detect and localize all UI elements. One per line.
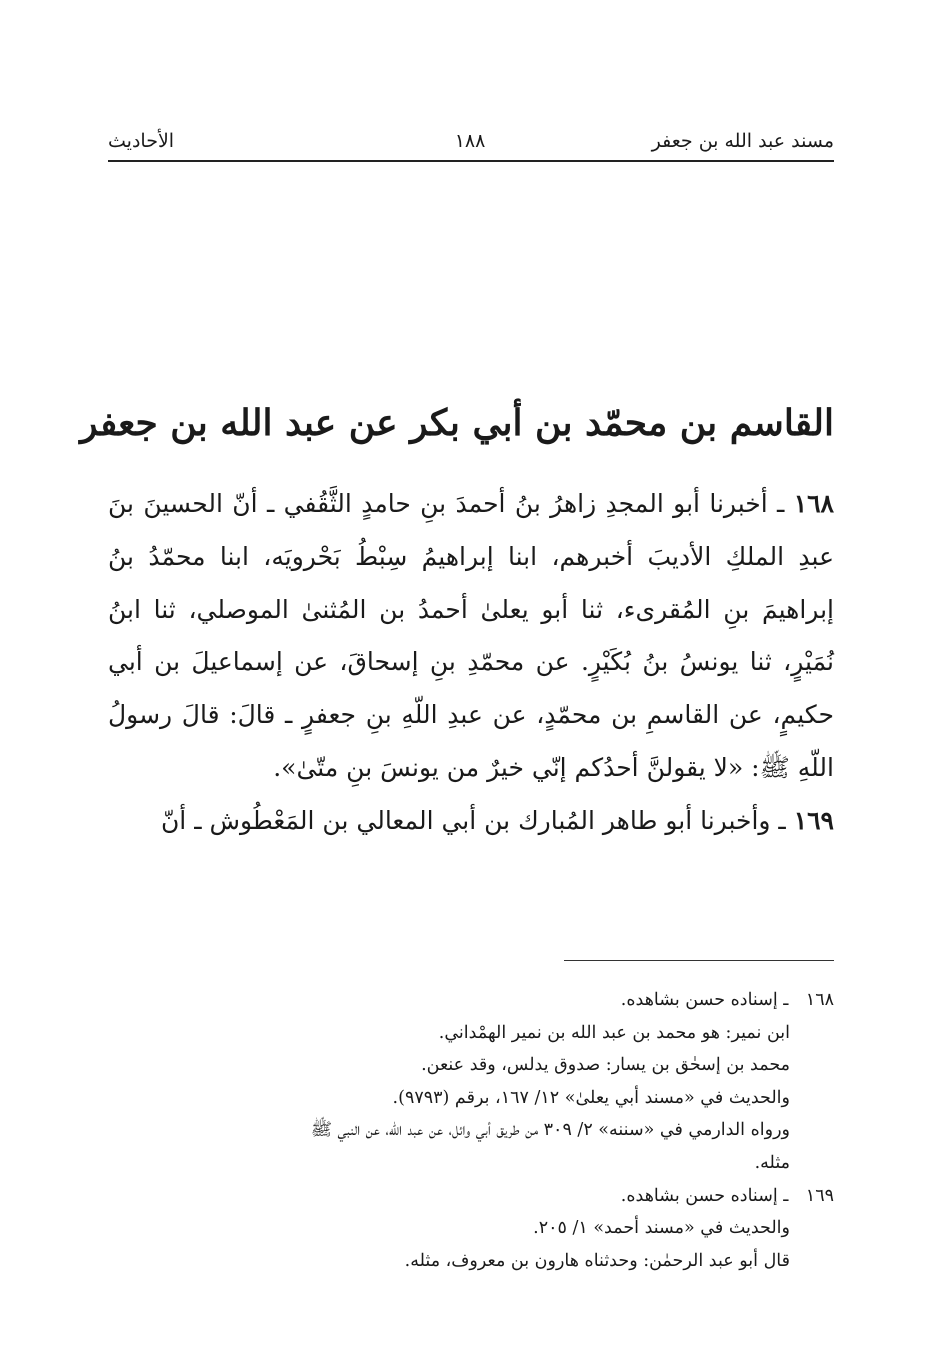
footnote-line: والحديث في «مسند أحمد» ١/ ٢٠٥. (533, 1218, 790, 1239)
footnote-line: ورواه الدارمي في «سننه» ٢/ ٣٠٩ من طريق أبي وائل، عن عبد الله، عن النبي ﷺ (310, 1120, 790, 1141)
hadith-number: ١٦٨ (793, 489, 834, 518)
hadith-text: ـ أخبرنا أبو المجدِ زاهرُ بنُ أحمدَ بنِ حامدٍ الثَّقُفي ـ أنّ الحسينَ بنَ عبدِ الملكِ الأديبَ أخبرهم، ابنا إبراهيمُ سِبْطُ بَحْرويَه، ابنا محمّدُ بنُ إبراهيمَ بنِ المُقرىء، ثنا أبو يعلىٰ أحمدُ بن المُثنىٰ الموصلي، ثنا ابنُ نُمَيْرٍ، ثنا يونسُ بنُ بُكَيْرٍ. عن محمّدِ بنِ إسحاقَ، عن إسماعيلَ بن أبي حكيمٍ، عن القاسمِ بن محمّدٍ، عن عبدِ اللّهِ بنِ جعفرٍ ـ قالَ: قالَ رسولُ اللّهِ ﷺ: «لا يقولنَّ أحدُكم إنّي خيرٌ من يونسَ بنِ متّىٰ». (108, 489, 834, 782)
footnote-line: والحديث في «مسند أبي يعلىٰ» ١٢/ ١٦٧، برقم (٩٧٩٣). (392, 1087, 790, 1108)
running-header-section: الأحاديث (108, 130, 175, 152)
hadith-168 (108, 478, 834, 795)
footnote-line: مثله. (754, 1152, 790, 1173)
footnote-line: ابن نمير: هو محمد بن عبد الله بن نمير الهمْداني. (438, 1022, 790, 1043)
hadith-number: ١٦٩ (793, 805, 834, 835)
footnote-line: ١٦٩ ـ إسناده حسن بشاهده. (108, 1180, 834, 1213)
main-text (108, 478, 834, 848)
footnotes (108, 984, 834, 1277)
footnote-line: ١٦٨ ـ إسناده حسن بشاهده. (108, 984, 834, 1017)
running-header-book-title: مسند عبد الله بن جعفر (651, 130, 834, 152)
header-rule (108, 160, 834, 162)
hadith-text: ـ وأخبرنا أبو طاهر المُبارك بن أبي المعالي بن المَعْطُوش ـ أنّ (160, 805, 786, 835)
hadith-169 (108, 795, 834, 848)
footnote-line: قال أبو عبد الرحمٰن: وحدثناه هارون بن معروف، مثله. (404, 1250, 790, 1271)
footnote-rule (564, 960, 834, 961)
page-number: ١٨٨ (454, 130, 486, 152)
footnote-number: ١٦٩ (805, 1185, 834, 1206)
footnote-number: ١٦٨ (805, 990, 834, 1010)
footnote-line: محمد بن إسحٰق بن يسار: صدوق يدلس، وقد عنعن. (421, 1055, 790, 1076)
section-title: القاسم بن محمّد بن أبي بكر عن عبد الله بن جعفر (80, 402, 834, 444)
